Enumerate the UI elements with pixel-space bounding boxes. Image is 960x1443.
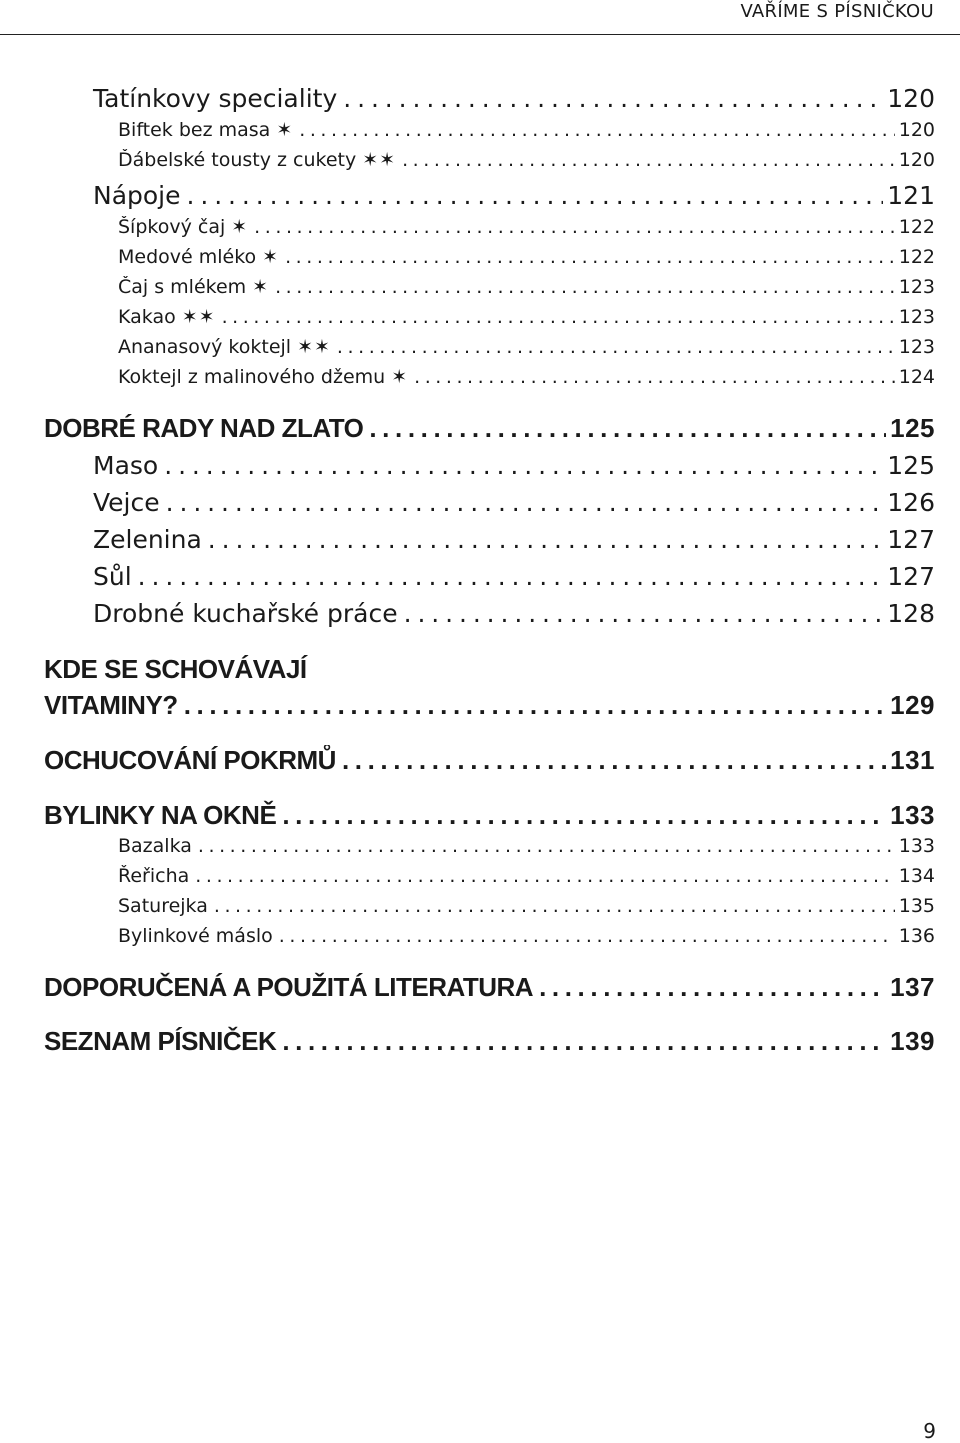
toc-entry[interactable]	[0, 451, 935, 480]
dot-leader	[282, 1026, 886, 1057]
toc-entry-page: 126	[887, 488, 935, 517]
toc-entry-title: Kakao	[118, 306, 176, 328]
toc-entry[interactable]	[0, 246, 935, 268]
toc-entry-title: Bazalka	[118, 835, 192, 857]
toc-entry-page: 122	[898, 216, 935, 238]
toc-entry-title: Ďábelské tousty z cukety	[118, 149, 357, 171]
page-number: 9	[923, 1419, 936, 1443]
toc-entry-page: 123	[898, 276, 935, 298]
dot-leader	[414, 366, 895, 388]
toc-entry[interactable]	[0, 366, 935, 388]
toc-entry-page: 123	[898, 306, 935, 328]
dot-leader	[539, 972, 886, 1003]
toc-entry-title: Saturejka	[118, 895, 208, 917]
running-header: VAŘÍME S PÍSNIČKOU	[740, 1, 934, 22]
dot-leader	[285, 246, 895, 268]
difficulty-stars-icon: ✶	[391, 366, 409, 388]
dot-leader	[343, 84, 883, 113]
toc-entry[interactable]	[0, 525, 935, 554]
dot-leader	[404, 599, 884, 628]
toc-entry-page: 120	[898, 149, 935, 171]
toc-section-entry[interactable]	[0, 800, 935, 831]
toc-entry-title: Čaj s mlékem	[118, 276, 247, 298]
dot-leader	[299, 119, 895, 141]
toc-entry[interactable]	[0, 488, 935, 517]
toc-section-entry[interactable]	[0, 745, 935, 776]
dot-leader	[208, 525, 883, 554]
dot-leader	[164, 451, 883, 480]
toc-entry-page: 133	[898, 835, 935, 857]
toc-section-title: SEZNAM PÍSNIČEK	[44, 1026, 277, 1056]
header-rule	[0, 34, 960, 35]
difficulty-stars-icon: ✶✶	[181, 306, 216, 328]
toc-entry-title: Sůl	[93, 562, 132, 591]
toc-entry-title: Vejce	[93, 488, 160, 517]
toc-entry-page: 125	[890, 413, 935, 443]
toc-entry-page: 128	[887, 599, 935, 628]
toc-entry-title: Ananasový koktejl	[118, 336, 292, 358]
dot-leader	[195, 865, 894, 887]
difficulty-stars-icon: ✶	[276, 119, 294, 141]
toc-entry-page: 120	[898, 119, 935, 141]
toc-section-entry[interactable]	[0, 690, 935, 721]
toc-section-title-line1[interactable]: KDE SE SCHOVÁVAJÍ	[44, 654, 307, 684]
toc-entry-title: Drobné kuchařské práce	[93, 599, 398, 628]
toc-entry-page: 129	[890, 690, 935, 720]
toc-entry-title: Maso	[93, 451, 159, 480]
toc-entry-page: 136	[898, 925, 935, 947]
toc-entry-page: 133	[890, 800, 935, 830]
difficulty-stars-icon: ✶	[252, 276, 270, 298]
toc-entry-page: 127	[887, 525, 935, 554]
toc-section-title: OCHUCOVÁNÍ POKRMŮ	[44, 745, 336, 775]
dot-leader	[342, 745, 886, 776]
dot-leader	[275, 276, 895, 298]
dot-leader	[138, 562, 884, 591]
toc-entry[interactable]	[0, 865, 935, 887]
toc-entry[interactable]	[0, 895, 935, 917]
toc-section-title: VITAMINY?	[44, 690, 178, 720]
dot-leader	[198, 835, 895, 857]
toc-entry-title: Zelenina	[93, 525, 202, 554]
toc-entry-page: 139	[890, 1026, 935, 1056]
dot-leader	[187, 181, 884, 210]
dot-leader	[402, 149, 895, 171]
toc-entry-page: 135	[898, 895, 935, 917]
toc-section-entry[interactable]	[0, 413, 935, 444]
toc-entry-title: Koktejl z malinového džemu	[118, 366, 386, 388]
toc-entry-title: Bylinkové máslo	[118, 925, 273, 947]
dot-leader	[214, 895, 895, 917]
toc-entry-page: 127	[887, 562, 935, 591]
toc-entry-page: 137	[890, 972, 935, 1002]
dot-leader	[166, 488, 884, 517]
toc-entry[interactable]	[0, 925, 935, 947]
toc-entry[interactable]	[0, 119, 935, 141]
difficulty-stars-icon: ✶✶	[297, 336, 331, 358]
difficulty-stars-icon: ✶	[231, 216, 249, 238]
toc-entry-title: Tatínkovy speciality	[93, 84, 338, 113]
toc-section-title: DOPORUČENÁ A POUŽITÁ LITERATURA	[44, 972, 534, 1002]
toc-entry-page: 123	[898, 336, 935, 358]
toc-entry-page: 131	[890, 745, 935, 775]
dot-leader	[337, 336, 895, 358]
toc-entry[interactable]	[0, 181, 935, 210]
dot-leader	[282, 800, 886, 831]
toc-entry[interactable]	[0, 562, 935, 591]
toc-entry[interactable]	[0, 276, 935, 298]
toc-entry-title: Medové mléko	[118, 246, 257, 268]
toc-entry-page: 122	[898, 246, 935, 268]
toc-entry[interactable]	[0, 84, 935, 113]
toc-entry-title: Řeřicha	[118, 865, 190, 887]
toc-entry[interactable]	[0, 835, 935, 857]
dot-leader	[254, 216, 895, 238]
toc-section-entry[interactable]	[0, 972, 935, 1003]
toc-entry[interactable]	[0, 216, 935, 238]
dot-leader	[222, 306, 895, 328]
toc-entry-page: 124	[898, 366, 935, 388]
toc-section-entry[interactable]	[0, 1026, 935, 1057]
dot-leader	[369, 413, 886, 444]
toc-entry-title: Biftek bez masa	[118, 119, 271, 141]
toc-entry-page: 120	[887, 84, 935, 113]
toc-entry-page: 134	[898, 865, 935, 887]
toc-section-title: DOBRÉ RADY NAD ZLATO	[44, 413, 364, 443]
toc-section-title: BYLINKY NA OKNĚ	[44, 800, 277, 830]
dot-leader	[184, 690, 886, 721]
difficulty-stars-icon: ✶✶	[362, 149, 397, 171]
toc-entry-title: Nápoje	[93, 181, 181, 210]
toc-entry-page: 121	[887, 181, 935, 210]
toc-entry[interactable]	[0, 149, 935, 171]
toc-entry[interactable]	[0, 336, 935, 358]
toc-entry[interactable]	[0, 599, 935, 628]
toc-entry-page: 125	[887, 451, 935, 480]
difficulty-stars-icon: ✶	[262, 246, 280, 268]
toc-entry-title: Šípkový čaj	[118, 216, 226, 238]
toc-entry[interactable]	[0, 306, 935, 328]
dot-leader	[279, 925, 895, 947]
